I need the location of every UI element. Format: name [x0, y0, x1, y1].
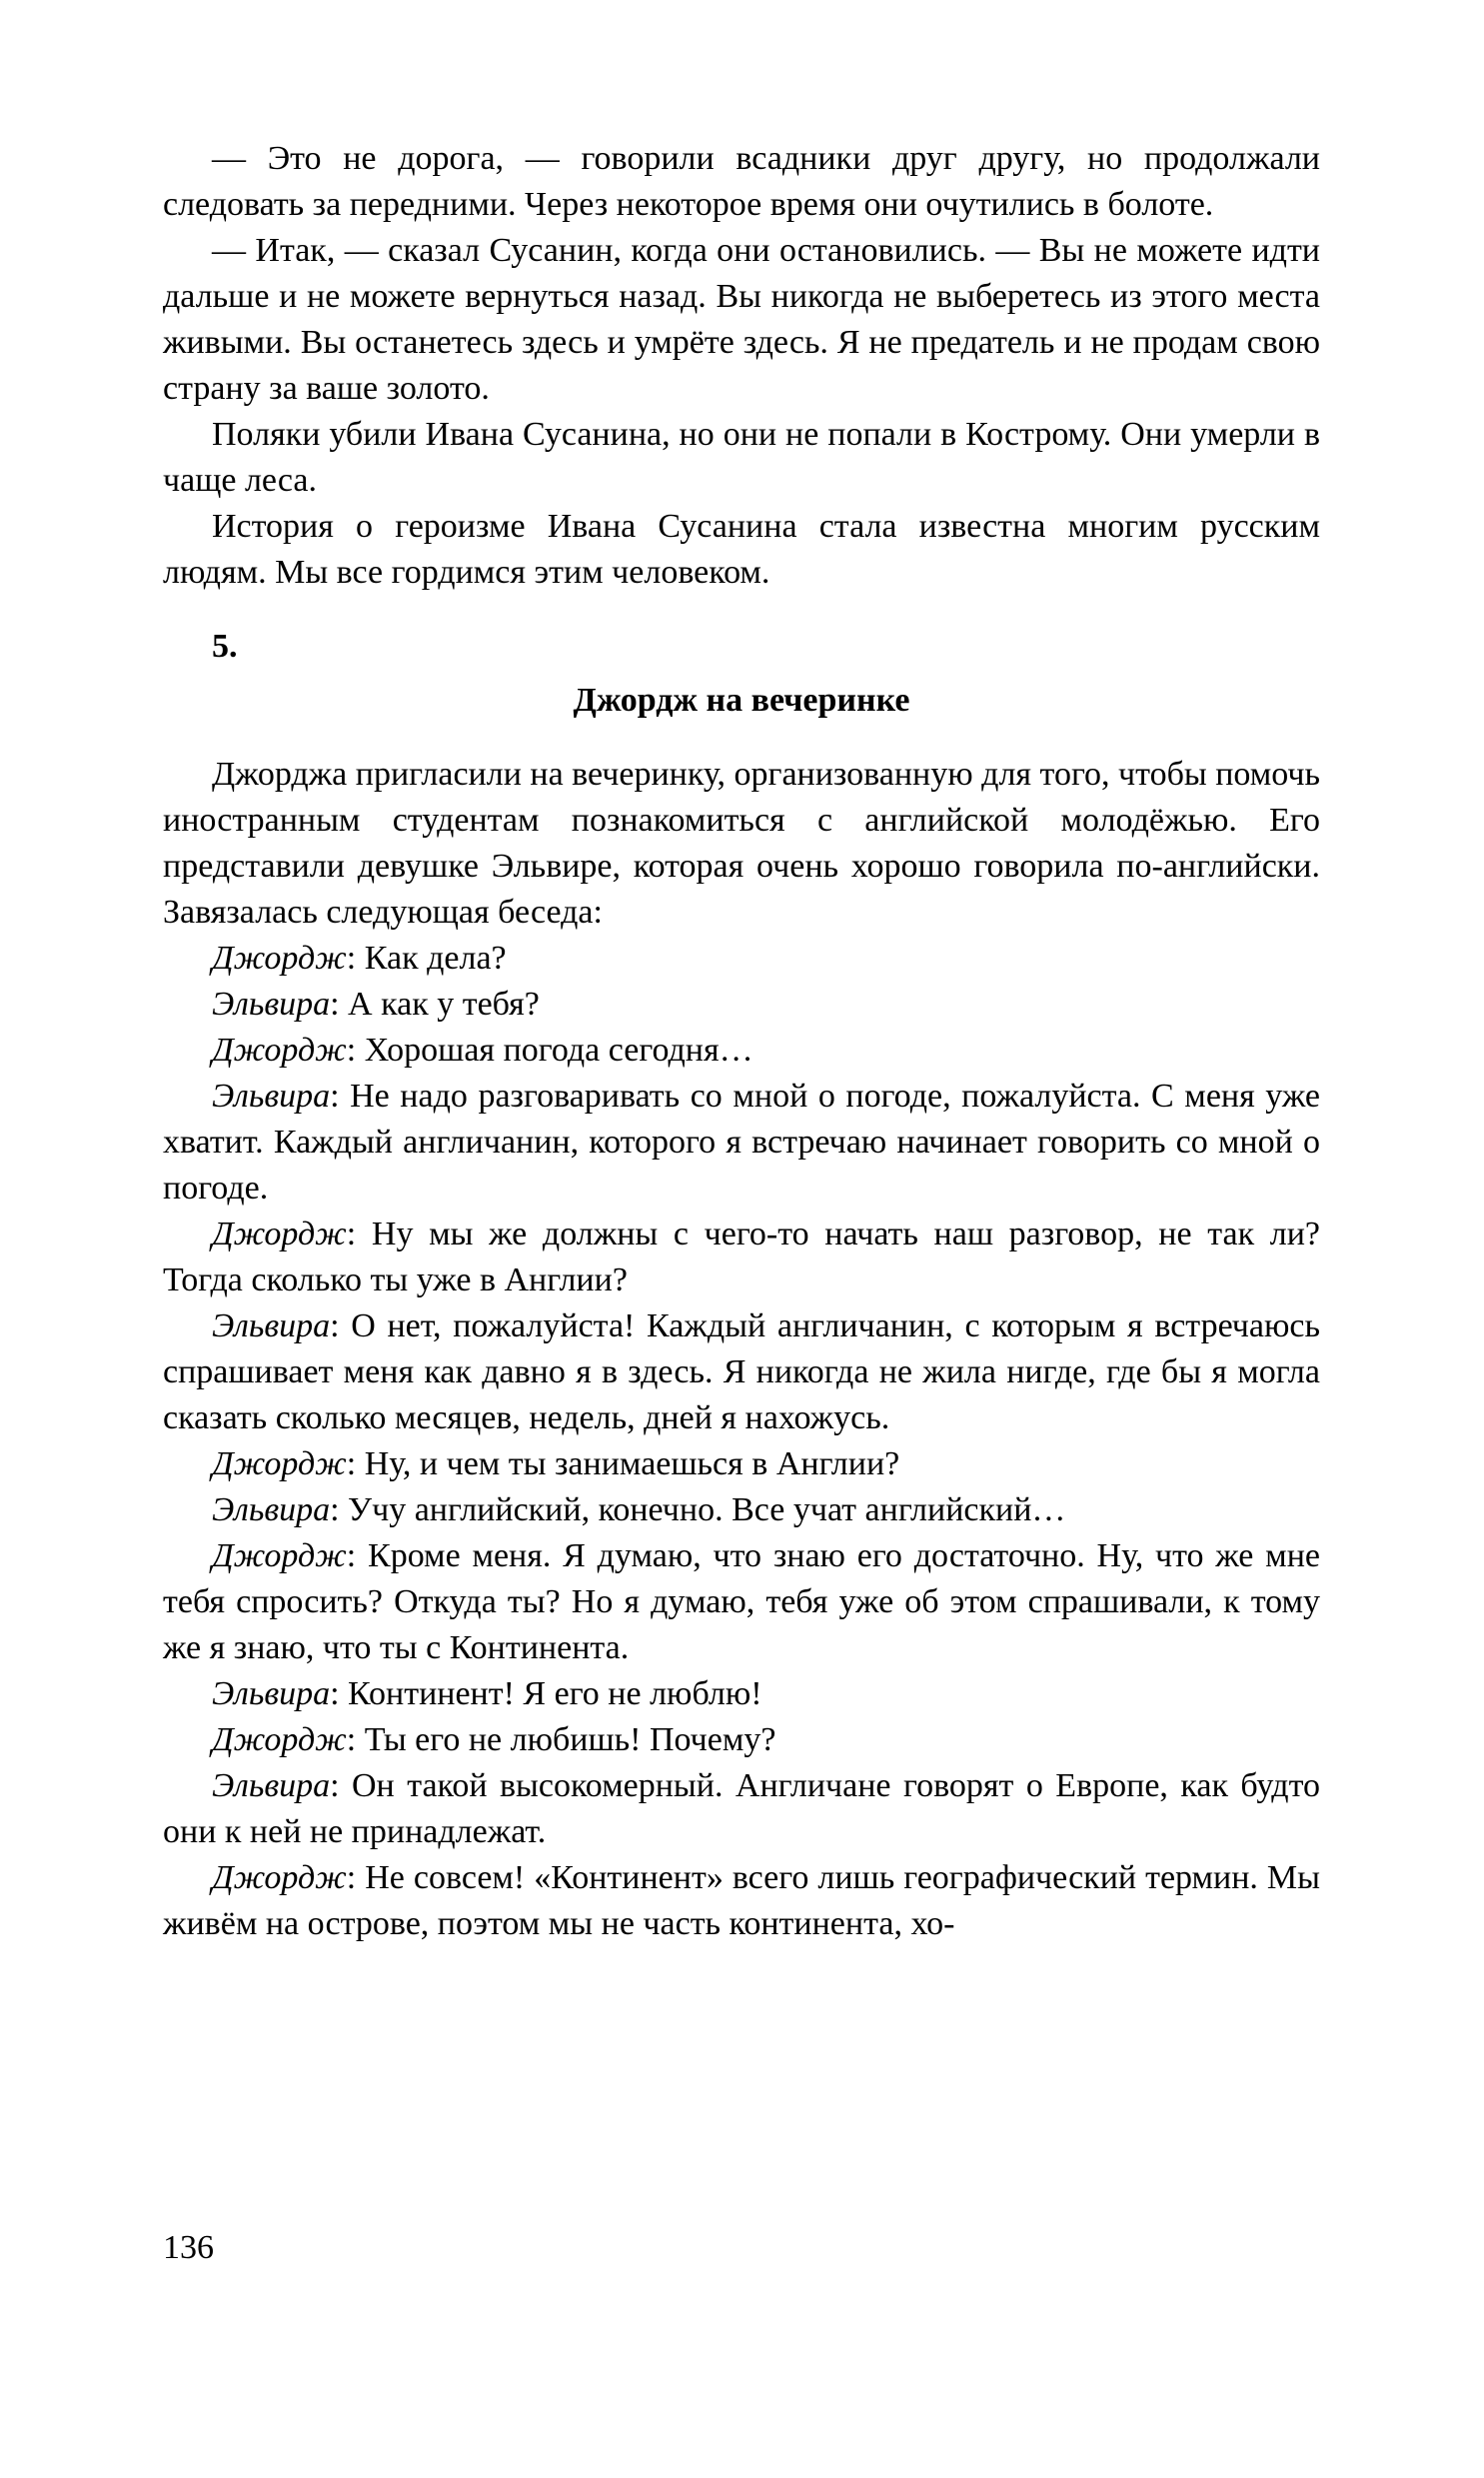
speaker-name: Эльвира [212, 1307, 331, 1344]
dialogue-line [163, 1763, 1320, 1855]
dialogue-text: : Хорошая погода сегодня… [346, 1032, 753, 1069]
speaker-name: Эльвира [212, 986, 331, 1023]
dialogue-text: : О нет, пожалуйста! Каждый англичанин, с которым я встречаюсь спрашивает меня как давно я в здесь. Я никогда не жила нигде, где бы я могла сказать сколько месяцев, недель, дней я нахожусь. [163, 1307, 1320, 1436]
dialogue-text: : Не надо разговаривать со мной о погоде, пожалуйста. С меня уже хватит. Каждый англичанин, которого я встречаю начинает говорить со мной о погоде. [163, 1078, 1320, 1207]
story-paragraph: — Итак, — сказал Сусанин, когда они остановились. — Вы не можете идти дальше и не можете вернуться назад. Вы никогда не выберетесь из этого места живыми. Вы останетесь здесь и умрёте здесь. Я не предатель и не продам свою страну за ваше золото. [163, 232, 1320, 407]
dialogue-text: : Учу английский, конечно. Все учат английский… [330, 1491, 1066, 1528]
section-title: Джордж на вечеринке [573, 682, 910, 719]
speaker-name: Эльвира [212, 1491, 331, 1528]
speaker-name: Эльвира [212, 1767, 331, 1804]
dialogue-text: : Кроме меня. Я думаю, что знаю его достаточно. Ну, что же мне тебя спросить? Откуда ты? Но я думаю, тебя уже об этом спрашивали, к тому же я знаю, что ты с Континента. [163, 1537, 1320, 1666]
dialogue-text: : Ну мы же должны с чего-то начать наш разговор, не так ли? Тогда сколько ты уже в Англии? [163, 1216, 1320, 1298]
intro-paragraph: Джорджа пригласили на вечеринку, организованную для того, чтобы помочь иностранным студентам познакомиться с английской молодёжью. Его представили девушке Эльвире, которая очень хорошо говорила по-английски. Завязалась следующая беседа: [163, 756, 1320, 931]
story-paragraph: Поляки убили Ивана Сусанина, но они не попали в Кострому. Они умерли в чаще леса. [163, 416, 1320, 499]
section-number: 5. [212, 628, 238, 665]
speaker-name: Джордж [212, 1537, 347, 1574]
speaker-name: Эльвира [212, 1078, 331, 1115]
dialogue-line [163, 1028, 1320, 1074]
dialogue-text: : Континент! Я его не люблю! [330, 1675, 762, 1712]
story-paragraph: История о героизме Ивана Сусанина стала известна многим русским людям. Мы все гордимся этим человеком. [163, 508, 1320, 591]
dialogue-line [163, 1441, 1320, 1487]
dialogue-line [163, 1303, 1320, 1441]
speaker-name: Джордж [212, 940, 347, 977]
speaker-name: Джордж [212, 1445, 347, 1482]
speaker-name: Джордж [212, 1721, 347, 1758]
dialogue-text: : Он такой высокомерный. Англичане говорят о Европе, как будто они к ней не принадлежат. [163, 1767, 1320, 1850]
dialogue-text: : Ну, и чем ты занимаешься в Англии? [346, 1445, 900, 1482]
dialogue-line [163, 1074, 1320, 1212]
dialogue-line [163, 1717, 1320, 1763]
speaker-name: Эльвира [212, 1675, 331, 1712]
dialogue-line [163, 1671, 1320, 1717]
dialogue-line [163, 982, 1320, 1028]
dialogue-text: : А как у тебя? [330, 986, 540, 1023]
story-paragraph: — Это не дорога, — говорили всадники друг другу, но продолжали следовать за передними. Через некоторое время они очутились в болоте. [163, 140, 1320, 223]
speaker-name: Джордж [212, 1216, 347, 1252]
dialogue-text: : Как дела? [346, 940, 507, 977]
dialogue-text: : Не совсем! «Континент» всего лишь географический термин. Мы живём на острове, поэтом мы не часть континента, хо- [163, 1859, 1320, 1942]
dialogue-line [163, 1855, 1320, 1947]
text-block [163, 136, 1320, 1947]
dialogue-line [163, 1487, 1320, 1533]
dialogue-text: : Ты его не любишь! Почему? [346, 1721, 776, 1758]
dialogue-line [163, 936, 1320, 982]
page-number: 136 [163, 2229, 214, 2266]
speaker-name: Джордж [212, 1032, 347, 1069]
dialogue-line [163, 1533, 1320, 1671]
speaker-name: Джордж [212, 1859, 347, 1896]
dialogue-line [163, 1212, 1320, 1303]
